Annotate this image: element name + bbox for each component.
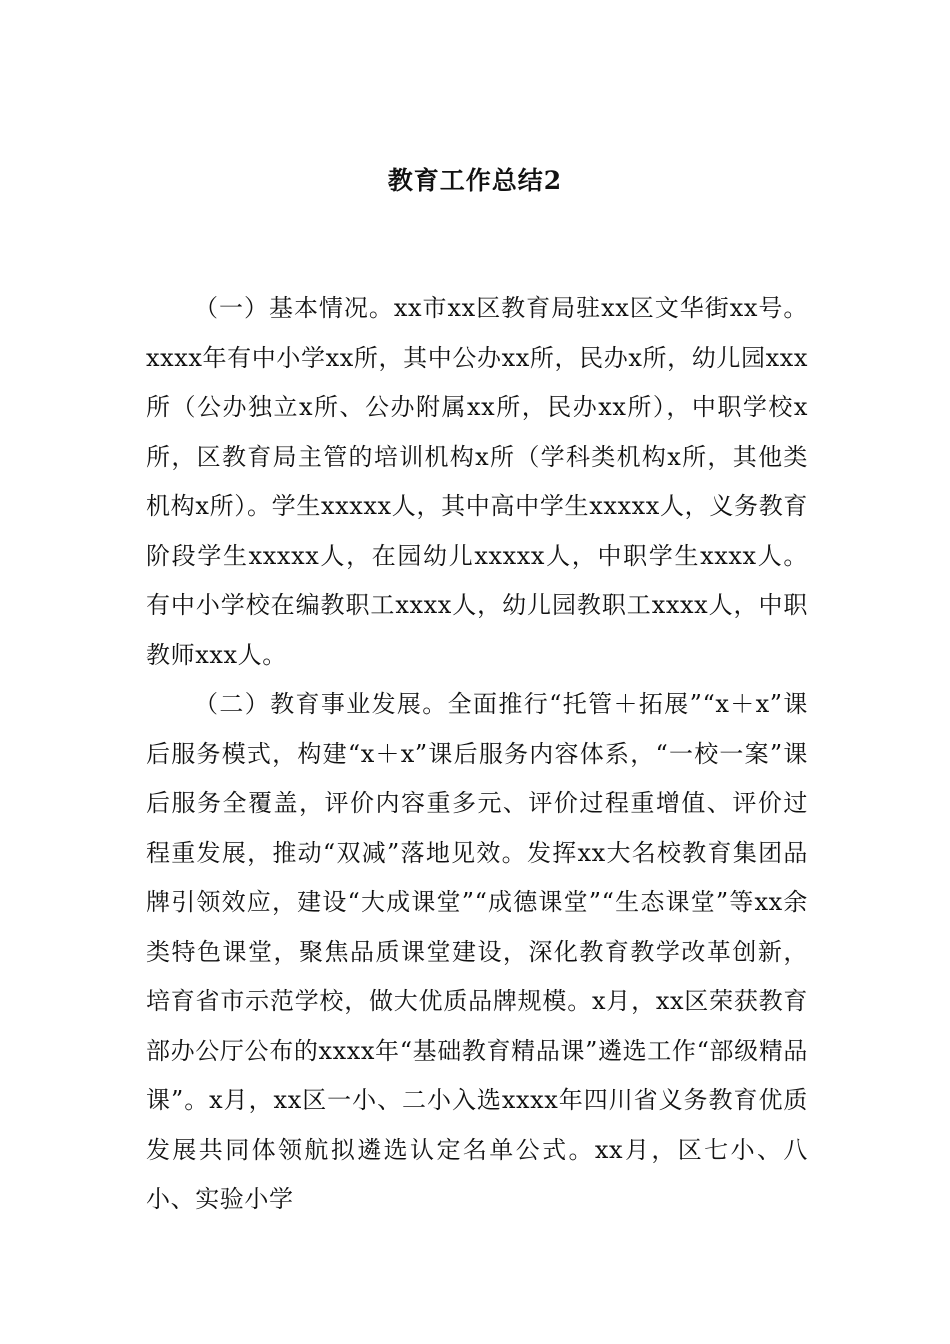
paragraph-basic-situation: （一）基本情况。xx市xx区教育局驻xx区文华街xx号。xxxx年有中小学xx所，其中公办xx所，民办x所，幼儿园xxx所（公办独立x所、公办附属xx所，民办xx所），中职学校x所，区教育局主管的培训机构x所（学科类机构x所，其他类机构x所）。学生xxxxx人，其中高中学生xxxxx人，义务教育阶段学生xxxxx人，在园幼儿xxxxx人，中职学生xxxx人。有中小学校在编教职工xxxx人，幼儿园教职工xxxx人，中职教师xxx人。: [146, 294, 808, 669]
paragraph-education-development: （二）教育事业发展。全面推行“托管＋拓展”“x＋x”课后服务模式，构建“x＋x”课后服务内容体系，“一校一案”课后服务全覆盖，评价内容重多元、评价过程重增值、评价过程重发展，推动“双减”落地见效。发挥xx大名校教育集团品牌引领效应，建设“大成课堂”“成德课堂”“生态课堂”等xx余类特色课堂，聚焦品质课堂建设，深化教育教学改革创新，培育省市示范学校，做大优质品牌规模。x月，xx区荣获教育部办公厅公布的xxxx年“基础教育精品课”遴选工作“部级精品课”。x月，xx区一小、二小入选xxxx年四川省义务教育优质发展共同体领航拟遴选认定名单公式。xx月，区七小、八小、实验小学: [146, 690, 808, 1213]
document-title: 教育工作总结2: [387, 166, 563, 195]
document-body: [146, 284, 808, 1225]
